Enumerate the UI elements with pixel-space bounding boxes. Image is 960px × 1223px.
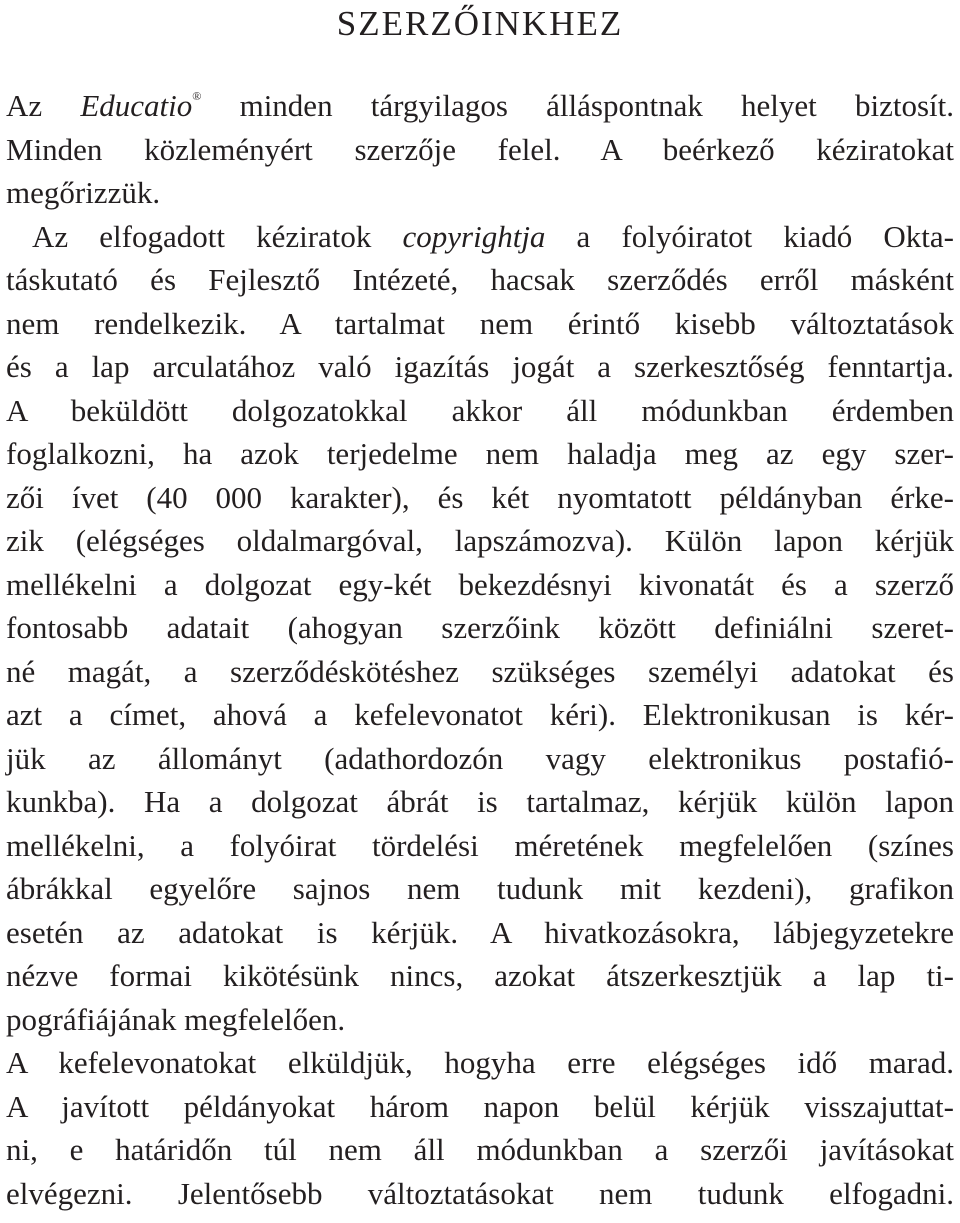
text-line: fontosabb adatait (ahogyan szerzőink között definiálni szeret- xyxy=(6,610,954,645)
text-line: ni, e határidőn túl nem áll módunkban a szerzői javításokat xyxy=(6,1132,954,1167)
copyright-term: copyrightja xyxy=(402,218,546,254)
text-line: Az elfogadott kéziratok copyrightja a folyóiratot kiadó Okta- xyxy=(32,218,954,254)
text-line: elvégezni. Jelentősebb változtatásokat nem tudunk elfogadni. xyxy=(6,1175,954,1211)
text-line: mellékelni, a folyóirat tördelési méretének megfelelően (színes xyxy=(6,827,954,863)
paragraph-3 xyxy=(6,389,954,1042)
paragraph-5 xyxy=(6,1085,954,1216)
registered-mark: ® xyxy=(192,89,202,103)
paragraph-2 xyxy=(6,215,954,389)
text-line: zői ívet (40 000 karakter), és két nyomtatott példányban érke- xyxy=(6,479,954,515)
text-line: jük az állományt (adathordozón vagy elektronikus postafió- xyxy=(6,740,954,776)
document-body xyxy=(6,84,954,1215)
text-line: nézve formai kikötésünk nincs, azokat átszerkesztjük a lap ti- xyxy=(6,958,954,993)
paragraph-4 xyxy=(6,1041,954,1085)
text-line: kunkba). Ha a dolgozat ábrát is tartalmaz, kérjük külön lapon xyxy=(6,784,954,819)
text-line: mellékelni a dolgozat egy-két bekezdésnyi kivonatát és a szerző xyxy=(6,566,954,602)
document-page xyxy=(6,0,954,1215)
text-line: táskutató és Fejlesztő Intézeté, hacsak szerződés erről másként xyxy=(6,262,954,297)
text-line: A javított példányokat három napon belül kérjük visszajuttat- xyxy=(6,1088,954,1124)
page-title: SZERZŐINKHEZ xyxy=(336,4,624,43)
text-line: nem rendelkezik. A tartalmat nem érintő kisebb változtatások xyxy=(6,305,954,341)
text-line: foglalkozni, ha azok terjedelme nem haladja meg az egy szer- xyxy=(6,436,954,471)
text-line: A kefelevonatokat elküldjük, hogyha erre elégséges idő marad. xyxy=(6,1045,954,1080)
paragraph-1 xyxy=(6,84,954,215)
text-line: és a lap arculatához való igazítás jogát a szerkesztőség fenntartja. xyxy=(6,349,954,384)
text-line: esetén az adatokat is kérjük. A hivatkozásokra, lábjegyzetekre xyxy=(6,914,954,950)
text-line: Az Educatio® minden tárgyilagos álláspontnak helyet biztosít. xyxy=(6,88,954,123)
text-line: né magát, a szerződéskötéshez szükséges személyi adatokat és xyxy=(6,653,954,689)
text-line: megőrizzük. xyxy=(6,175,161,210)
text-line: zik (elégséges oldalmargóval, lapszámozva). Külön lapon kérjük xyxy=(6,523,954,558)
journal-name: Educatio xyxy=(80,88,193,123)
text-line: Minden közleményért szerzője felel. A beérkező kéziratokat xyxy=(6,131,954,167)
text-line: azt a címet, ahová a kefelevonatot kéri). Elektronikusan is kér- xyxy=(6,697,954,732)
text-line: ábrákkal egyelőre sajnos nem tudunk mit kezdeni), grafikon xyxy=(6,871,954,906)
text-line: A beküldött dolgozatokkal akkor áll módunkban érdemben xyxy=(6,392,954,428)
text-line: pográfiájának megfelelően. xyxy=(6,1001,346,1037)
